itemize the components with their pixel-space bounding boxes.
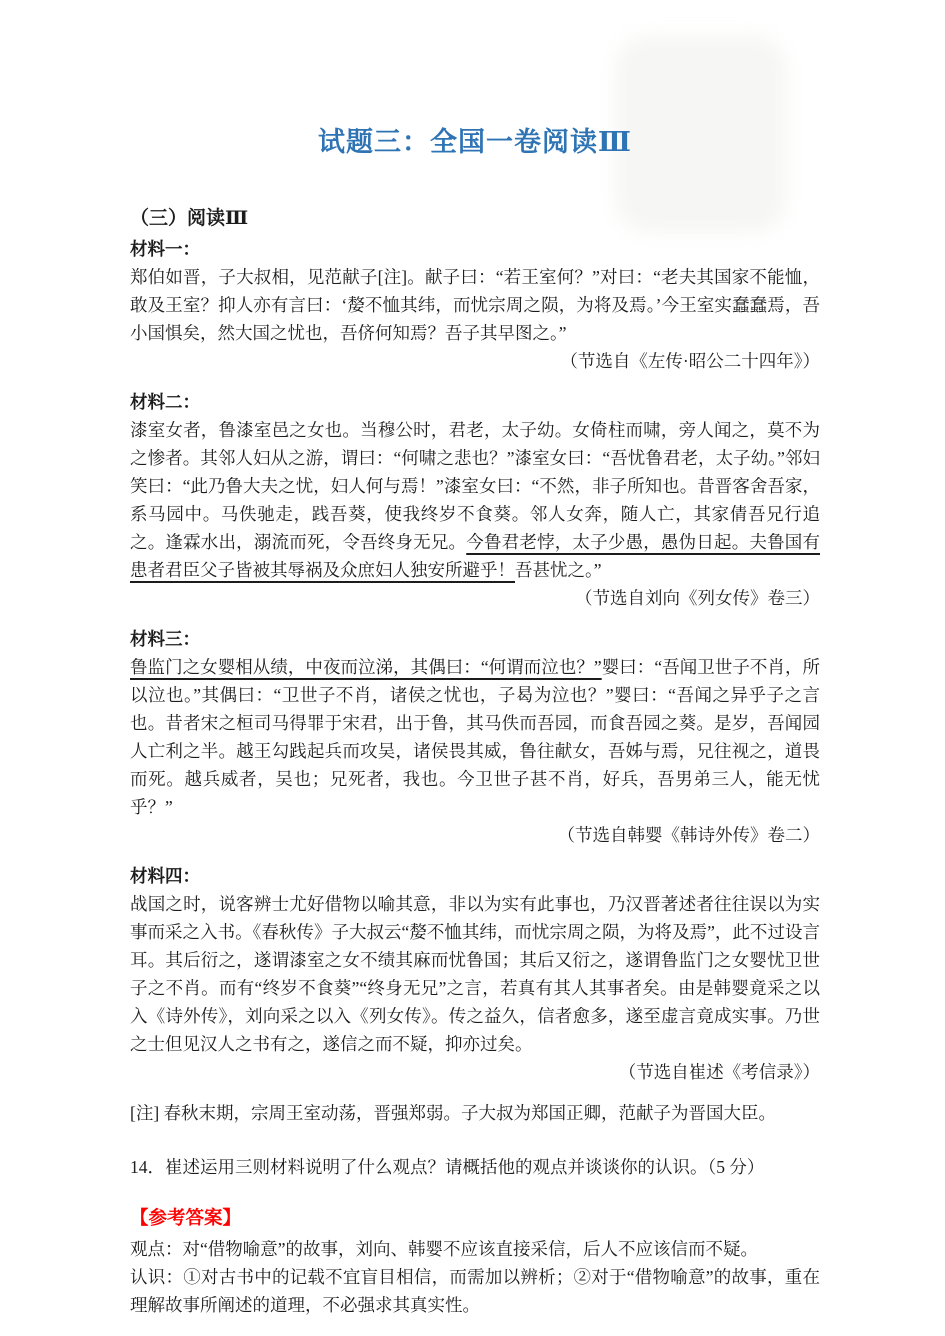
footnote: [注] 春秋末期，宗周王室动荡，晋强郑弱。子大叔为郑国正卿，范献子为晋国大臣。 <box>130 1103 777 1123</box>
reference-answer-header: 【参考答案】 <box>130 1209 242 1229</box>
material-3-text <box>130 653 820 821</box>
underlined-text-segment: 今鲁君老悖，太子少愚，愚伪日起。夫鲁国有患者君臣父子皆被其辱祸及众庶妇人独安所避乎！ <box>130 532 820 580</box>
answer-viewpoint: 观点：对“借物喻意”的故事，刘向、韩婴不应该直接采信，后人不应该信而不疑。 <box>130 1239 759 1259</box>
material-4-source: （节选自崔述《考信录》） <box>618 1062 820 1082</box>
material-1-source: （节选自《左传·昭公二十四年》） <box>560 351 820 371</box>
answer-understanding: 认识：①对古书中的记载不宜盲目相信，而需加以辨析；②对于“借物喻意”的故事，重在理解故事所阐述的道理，不必强求其真实性。 <box>130 1267 820 1315</box>
material-3-label: 材料三： <box>130 629 200 649</box>
material-1-text <box>130 263 820 347</box>
material-2-label: 材料二： <box>130 392 200 412</box>
material-4-text <box>130 890 820 1058</box>
material-3 <box>130 625 820 849</box>
underlined-text-segment: 鲁监门之女婴相从绩，中夜而泣涕，其偶曰：“何谓而泣也？” <box>130 657 602 677</box>
material-2-source: （节选自刘向《列女传》卷三） <box>575 588 820 608</box>
material-4-label: 材料四： <box>130 866 200 886</box>
material-1 <box>130 235 820 375</box>
reference-answer <box>130 1205 820 1319</box>
material-4 <box>130 862 820 1086</box>
page-title: 试题三：全国一卷阅读Ⅲ <box>318 127 632 157</box>
text-segment: 婴曰：“吾闻卫世子不肖，所以泣也。”其偶曰：“卫世子不肖，诸侯之忧也，子曷为泣也？”婴曰：“吾闻之异乎子之言也。昔者宋之桓司马得罪于宋君，出于鲁，其马佚而吾园，而食吾园之葵。是岁，吾闻园人亡利之半。越王勾践起兵而攻吴，诸侯畏其威，鲁往献女，吾姊与焉，兄往视之，道畏而死。越兵威者，吴也；兄死者，我也。今卫世子甚不肖，好兵，吾男弟三人，能无忧乎？” <box>130 657 820 817</box>
text-segment: 吾甚忧之。” <box>515 560 602 580</box>
material-3-source: （节选自韩婴《韩诗外传》卷二） <box>557 825 820 845</box>
material-2-text <box>130 416 820 584</box>
material-2 <box>130 388 820 612</box>
question-14: 14．崔述运用三则材料说明了什么观点？请概括他的观点并谈谈你的认识。（5 分） <box>130 1157 765 1177</box>
text-segment: 漆室女者，鲁漆室邑之女也。当穆公时，君老，太子幼。女倚柱而啸，旁人闻之，莫不为之惨者。其邻人妇从之游，谓曰：“何啸之悲也？”漆室女曰：“吾忧鲁君老，太子幼。”邻妇笑曰：“此乃鲁大夫之忧，妇人何与焉！”漆室女曰：“不然，非子所知也。昔晋客舍吾家，系马园中。马佚驰走，践吾葵，使我终岁不食葵。邻人女奔，随人亡，其家倩吾兄行追之。逢霖水出，溺流而死，令吾终身无兄。 <box>130 420 820 552</box>
section-heading: （三）阅读Ⅲ <box>130 208 249 229</box>
text-segment: 郑伯如晋，子大叔相，见范献子[注]。献子曰：“若王室何？”对曰：“老夫其国家不能恤，敢及王室？抑人亦有言曰：‘嫠不恤其纬，而忧宗周之陨，为将及焉。’今王室实蠢蠢焉，吾小国惧矣，然大国之忧也，吾侪何知焉？吾子其早图之。” <box>130 267 820 343</box>
text-segment: 战国之时，说客辨士尤好借物以喻其意，非以为实有此事也，乃汉晋著述者往往误以为实事而采之入书。《春秋传》子大叔云“嫠不恤其纬，而忧宗周之陨，为将及焉”，此不过设言耳。其后衍之，遂谓漆室之女不绩其麻而忧鲁国；其后又衍之，遂谓鲁监门之女婴忧卫世子之不肖。而有“终岁不食葵”“终身无兄”之言，若真有其人其事者矣。由是韩婴竟采之以入《诗外传》，刘向采之以入《列女传》。传之益久，信者愈多，遂至虚言竟成实事。乃世之士但见汉人之书有之，遂信之而不疑，抑亦过矣。 <box>130 894 820 1054</box>
material-1-label: 材料一： <box>130 239 200 259</box>
